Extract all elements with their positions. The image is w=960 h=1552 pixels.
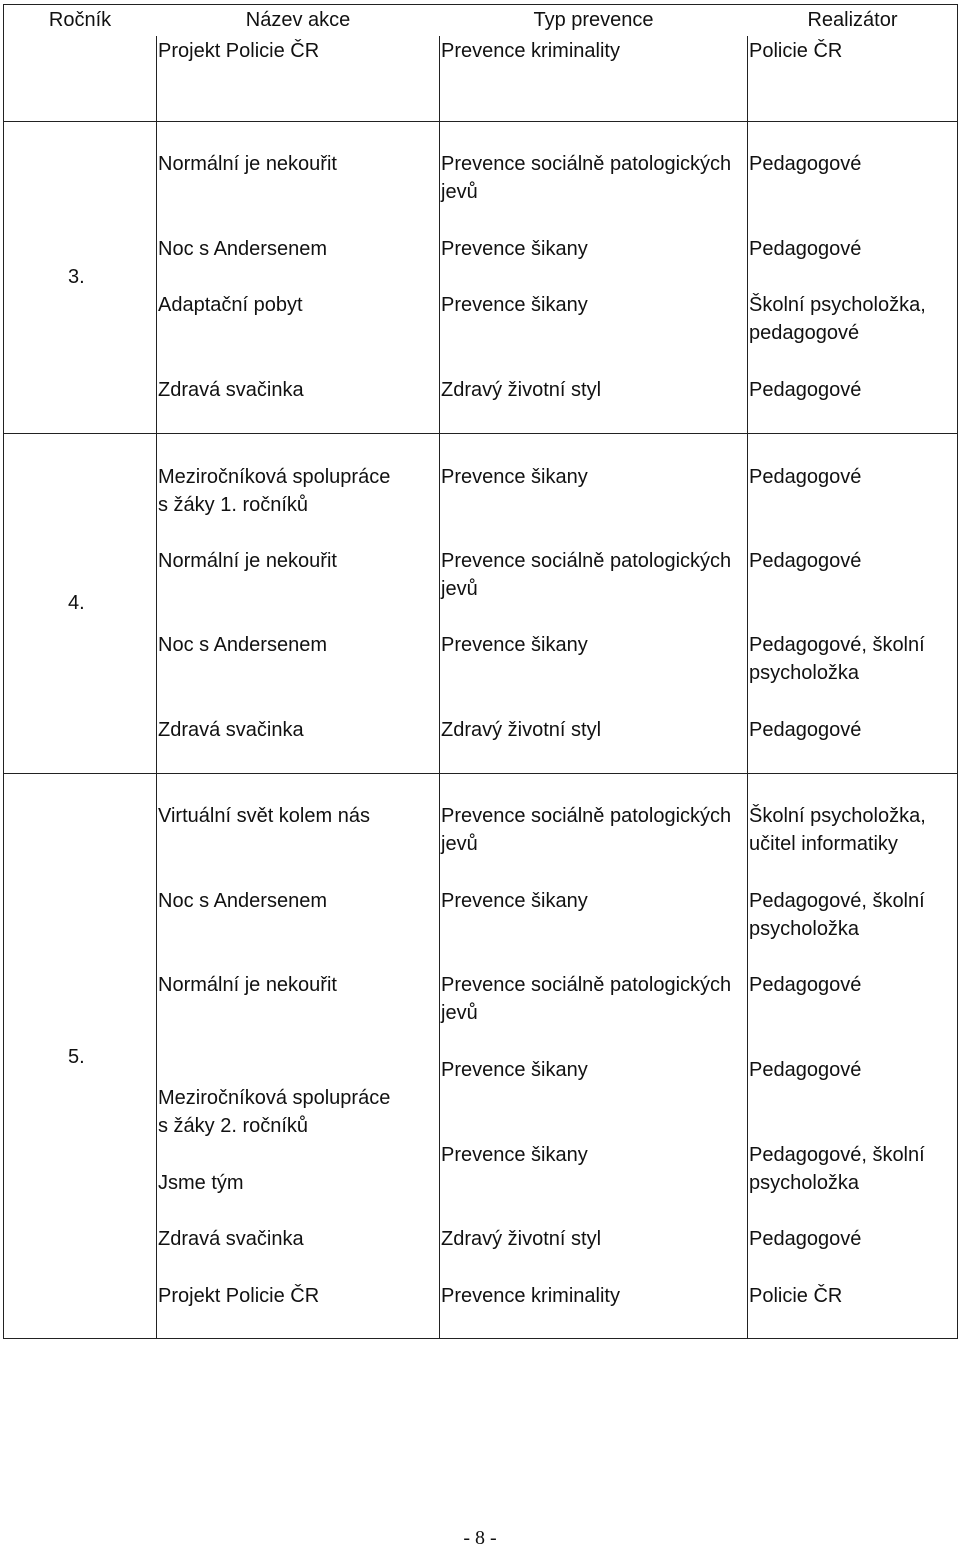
realizer: Pedagogové [749, 466, 862, 488]
realizer: Policie ČR [749, 1285, 843, 1307]
realizer: učitel informatiky [749, 833, 898, 855]
realizer: Pedagogové [749, 719, 862, 741]
realizer: psycholožka [749, 1172, 860, 1194]
row-divider-1 [3, 121, 958, 122]
prevention-type: Prevence šikany [441, 238, 588, 260]
action-name: Normální je nekouřit [158, 153, 337, 175]
table-border-right [957, 4, 958, 1339]
action-name: Noc s Andersenem [158, 634, 327, 656]
action-name: Adaptační pobyt [158, 294, 303, 316]
action-name: Zdravá svačinka [158, 379, 304, 401]
realizer: Pedagogové [749, 974, 862, 996]
action-name: Noc s Andersenem [158, 238, 327, 260]
action-name: s žáky 1. ročníků [158, 494, 309, 516]
row-divider-3 [3, 773, 958, 774]
prevention-type: jevů [441, 578, 478, 600]
prevention-type: Prevence kriminality [441, 40, 620, 62]
action-name: Jsme tým [158, 1172, 244, 1194]
header-grade: Ročník [48, 9, 112, 31]
prevention-type: jevů [441, 833, 478, 855]
action-name: Meziročníková spolupráce [158, 466, 391, 488]
page-number: - 8 - [463, 1527, 497, 1549]
prevention-type: Zdravý životní styl [441, 719, 602, 741]
column-divider-3 [747, 36, 748, 1339]
column-divider-1 [156, 36, 157, 1339]
header-prevention-type: Typ prevence [533, 9, 654, 31]
prevention-type: Prevence šikany [441, 1144, 588, 1166]
realizer: Pedagogové [749, 550, 862, 572]
action-name: Meziročníková spolupráce [158, 1087, 391, 1109]
grade-label: 5. [68, 1046, 85, 1068]
action-name: s žáky 2. ročníků [158, 1115, 309, 1137]
realizer: psycholožka [749, 918, 860, 940]
realizer: Pedagogové, školní [749, 890, 925, 912]
realizer: psycholožka [749, 662, 860, 684]
realizer: Školní psycholožka, [749, 294, 926, 316]
prevention-type: Prevence šikany [441, 890, 588, 912]
realizer: Pedagogové [749, 1228, 862, 1250]
prevention-type: Prevence sociálně patologických [441, 153, 732, 175]
prevention-type: Prevence sociálně patologických [441, 550, 732, 572]
realizer: Pedagogové [749, 1059, 862, 1081]
row-divider-2 [3, 433, 958, 434]
realizer: Pedagogové [749, 379, 862, 401]
action-name: Projekt Policie ČR [158, 40, 320, 62]
realizer: Pedagogové [749, 238, 862, 260]
realizer: Policie ČR [749, 40, 843, 62]
prevention-type: Prevence šikany [441, 634, 588, 656]
prevention-type: Prevence šikany [441, 1059, 588, 1081]
table-border-left [3, 4, 4, 1339]
action-name: Noc s Andersenem [158, 890, 327, 912]
header-action-name: Název akce [245, 9, 351, 31]
table-border-bottom [3, 1338, 958, 1339]
action-name: Normální je nekouřit [158, 550, 337, 572]
prevention-type: Zdravý životní styl [441, 379, 602, 401]
grade-label: 3. [68, 266, 85, 288]
prevention-type: Prevence šikany [441, 294, 588, 316]
prevention-type: Prevence sociálně patologických [441, 805, 732, 827]
prevention-type: jevů [441, 1002, 478, 1024]
prevention-type: Prevence sociálně patologických [441, 974, 732, 996]
action-name: Zdravá svačinka [158, 719, 304, 741]
table-border-top [3, 4, 958, 5]
prevention-type: jevů [441, 181, 478, 203]
grade-label: 4. [68, 592, 85, 614]
prevention-type: Zdravý životní styl [441, 1228, 602, 1250]
prevention-type: Prevence šikany [441, 466, 588, 488]
realizer: Pedagogové, školní [749, 1144, 925, 1166]
action-name: Normální je nekouřit [158, 974, 337, 996]
column-divider-2 [439, 36, 440, 1339]
prevention-type: Prevence kriminality [441, 1285, 620, 1307]
action-name: Virtuální svět kolem nás [158, 805, 370, 827]
action-name: Projekt Policie ČR [158, 1285, 320, 1307]
realizer: Pedagogové [749, 153, 862, 175]
realizer: Školní psycholožka, [749, 805, 926, 827]
realizer: pedagogové [749, 322, 860, 344]
table-row [158, 37, 319, 65]
header-realizer: Realizátor [807, 9, 898, 31]
realizer: Pedagogové, školní [749, 634, 925, 656]
action-name: Zdravá svačinka [158, 1228, 304, 1250]
